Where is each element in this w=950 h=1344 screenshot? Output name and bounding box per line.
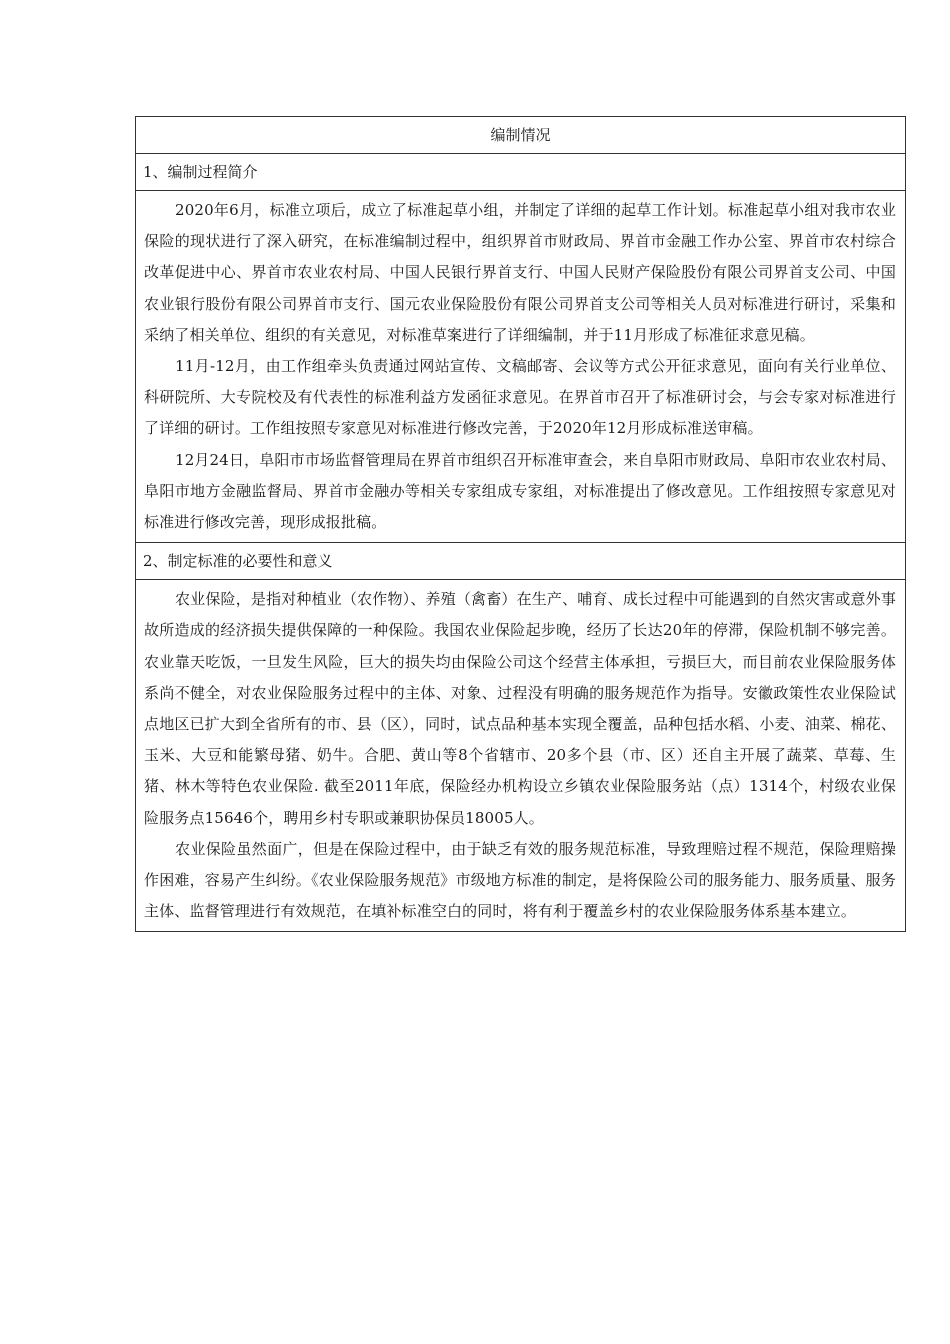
section-body-necessity	[136, 580, 906, 932]
paragraph: 2020年6月，标准立项后，成立了标准起草小组，并制定了详细的起草工作计划。标准起草小组对我市农业保险的现状进行了深入研究，在标准编制过程中，组织界首市财政局、界首市金融工作办公室、界首市农村综合改革促进中心、界首市农业农村局、中国人民银行界首支行、中国人民财产保险股份有限公司界首支公司、中国农业银行股份有限公司界首市支行、国元农业保险股份有限公司界首支公司等相关人员对标准进行研讨，采集和采纳了相关单位、组织的有关意见，对标准草案进行了详细编制，并于11月形成了标准征求意见稿。	[144, 201, 896, 344]
paragraph: 农业保险，是指对种植业（农作物）、养殖（禽畜）在生产、哺育、成长过程中可能遇到的自然灾害或意外事故所造成的经济损失提供保障的一种保险。我国农业保险起步晚，经历了长达20年的停滞，保险机制不够完善。农业靠天吃饭，一旦发生风险，巨大的损失均由保险公司这个经营主体承担，亏损巨大，而目前农业保险服务体系尚不健全，对农业保险服务过程中的主体、对象、过程没有明确的服务规范作为指导。安徽政策性农业保险试点地区已扩大到全省所有的市、县（区），同时，试点品种基本实现全覆盖，品种包括水稻、小麦、油菜、棉花、玉米、大豆和能繁母猪、奶牛。合肥、黄山等8个省辖市、20多个县（市、区）还自主开展了蔬菜、草莓、生猪、林木等特色农业保险. 截至2011年底，保险经办机构设立乡镇农业保险服务站（点）1314个，村级农业保险服务点15646个，聘用乡村专职或兼职协保员18005人。	[144, 590, 896, 827]
section-2-body-row	[136, 580, 906, 932]
paragraph: 12月24日，阜阳市市场监督管理局在界首市组织召开标准审查会，来自阜阳市财政局、阜阳市农业农村局、阜阳市地方金融监督局、界首市金融办等相关专家组成专家组，对标准提出了修改意见。工作组按照专家意见对标准进行修改完善，现形成报批稿。	[144, 450, 896, 532]
paragraph: 11月-12月，由工作组牵头负责通过网站宣传、文稿邮寄、会议等方式公开征求意见，面向有关行业单位、科研院所、大专院校及有代表性的标准利益方发函征求意见。在界首市召开了标准研讨会，与会专家对标准进行了详细的研讨。工作组按照专家意见对标准进行修改完善，于2020年12月形成标准送审稿。	[144, 357, 896, 438]
header-row	[136, 117, 906, 154]
section-title-necessity: 2、制定标准的必要性和意义	[136, 543, 906, 580]
section-1-body-row	[136, 191, 906, 543]
compilation-table	[135, 116, 906, 932]
section-title-process: 1、编制过程简介	[136, 154, 906, 191]
section-2-title-row	[136, 543, 906, 580]
section-body-process	[136, 191, 906, 543]
section-1-title-row	[136, 154, 906, 191]
table-header: 编制情况	[136, 117, 906, 154]
paragraph: 农业保险虽然面广，但是在保险过程中，由于缺乏有效的服务规范标准，导致理赔过程不规范，保险理赔操作困难，容易产生纠纷。《农业保险服务规范》市级地方标准的制定，是将保险公司的服务能力、服务质量、服务主体、监督管理进行有效规范，在填补标准空白的同时，将有利于覆盖乡村的农业保险服务体系基本建立。	[144, 839, 896, 921]
